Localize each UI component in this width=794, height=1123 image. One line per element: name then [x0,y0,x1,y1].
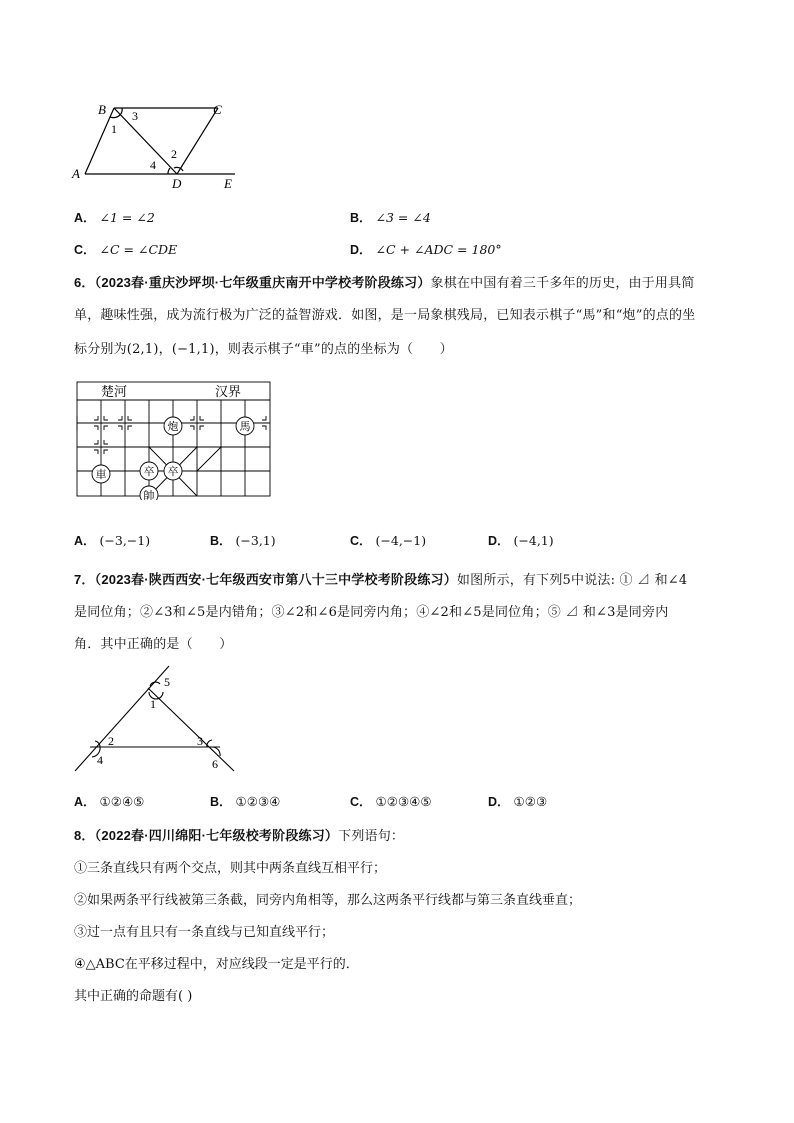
piece-zu-1: 卒 [143,466,155,478]
q5-option-a: A． ∠1 = ∠2 [74,210,155,225]
q7-option-c: C． ①②③④⑤ [350,794,432,809]
label-E: E [224,176,232,191]
piece-pao: 炮 [167,421,179,433]
piece-ju: 車 [95,469,107,481]
q8-statement-4: ④△ABC在平移过程中，对应线段一定是平行的． [74,957,359,972]
q8-statement-3: ③过一点有且只有一条直线与已知直线平行； [74,925,335,940]
angle-5-label: 5 [164,675,170,689]
q6-line-1: 6．（2023春·重庆沙坪坝·七年级重庆南开中学校考阶段练习）象棋在中国有着三千多年的历史，由于用具简 [74,275,695,291]
q6-option-a: A． (−3,−1) [74,533,151,548]
q6-line-2: 单，趣味性强，成为流行极为广泛的益智游戏．如图，是一局象棋残局，已知表示棋子“馬”和“炮”的点的坐 [74,308,696,323]
q6-line-3: 标分别为(2,1)，(−1,1)，则表示棋子“車”的点的坐标为（ ） [74,342,453,357]
chess-board-figure [74,378,274,500]
q5-option-d: D． ∠C + ∠ADC = 180° [350,242,502,257]
q8-question: 其中正确的命题有( ) [74,989,193,1004]
angle-1-label: 1 [111,122,117,136]
q6-option-b: B． (−3,1) [210,533,276,548]
board-label-chuhe: 楚河 [101,384,128,399]
triangle-figure [70,660,240,776]
label-D: D [172,176,182,191]
q7-option-a: A． ①②④⑤ [74,794,145,809]
q6-option-d: D． (−4,1) [488,533,554,548]
angle-2-label: 2 [108,734,114,748]
piece-ma: 馬 [239,421,251,433]
parallelogram-figure [70,98,245,193]
q7-option-b: B． ①②③④ [210,794,281,809]
q8-statement-1: ①三条直线只有两个交点，则其中两条直线互相平行； [74,861,387,876]
angle-1-label: 1 [150,697,156,711]
q8-line-1: 8．（2022春·四川绵阳·七年级校考阶段练习）下列语句： [74,828,405,844]
q6-option-c: C． (−4,−1) [350,533,427,548]
angle-6-label: 6 [212,757,218,771]
q7-line-2: 是同位角；②∠3和∠5是内错角；③∠2和∠6是同旁内角；④∠2和∠5是同位角；⑤ ⊿ 和∠3是同旁内 [74,605,669,620]
angle-4-label: 4 [150,158,156,172]
label-A: A [72,166,80,181]
q7-line-1: 7．（2023春·陕西西安·七年级西安市第八十三中学校考阶段练习）如图所示，有下列5中说法: ① ⊿ 和∠4 [74,572,688,588]
label-C: C [213,102,222,117]
piece-shuai: 帥 [143,490,155,500]
label-B: B [98,102,106,117]
q7-line-3: 角．其中正确的是（ ） [74,637,233,652]
piece-zu-2: 卒 [167,466,179,478]
angle-4-label: 4 [97,753,103,767]
angle-3-label: 3 [132,109,138,123]
q5-option-b: B． ∠3 = ∠4 [350,210,431,225]
q7-option-d: D． ①②③ [488,794,548,809]
q5-option-c: C． ∠C = ∠CDE [74,242,178,257]
angle-2-label: 2 [171,147,177,161]
board-label-hanjie: 汉界 [215,384,242,399]
q8-statement-2: ②如果两条平行线被第三条截，同旁内角相等，那么这两条平行线都与第三条直线垂直； [74,893,582,908]
angle-3-label: 3 [197,734,203,748]
